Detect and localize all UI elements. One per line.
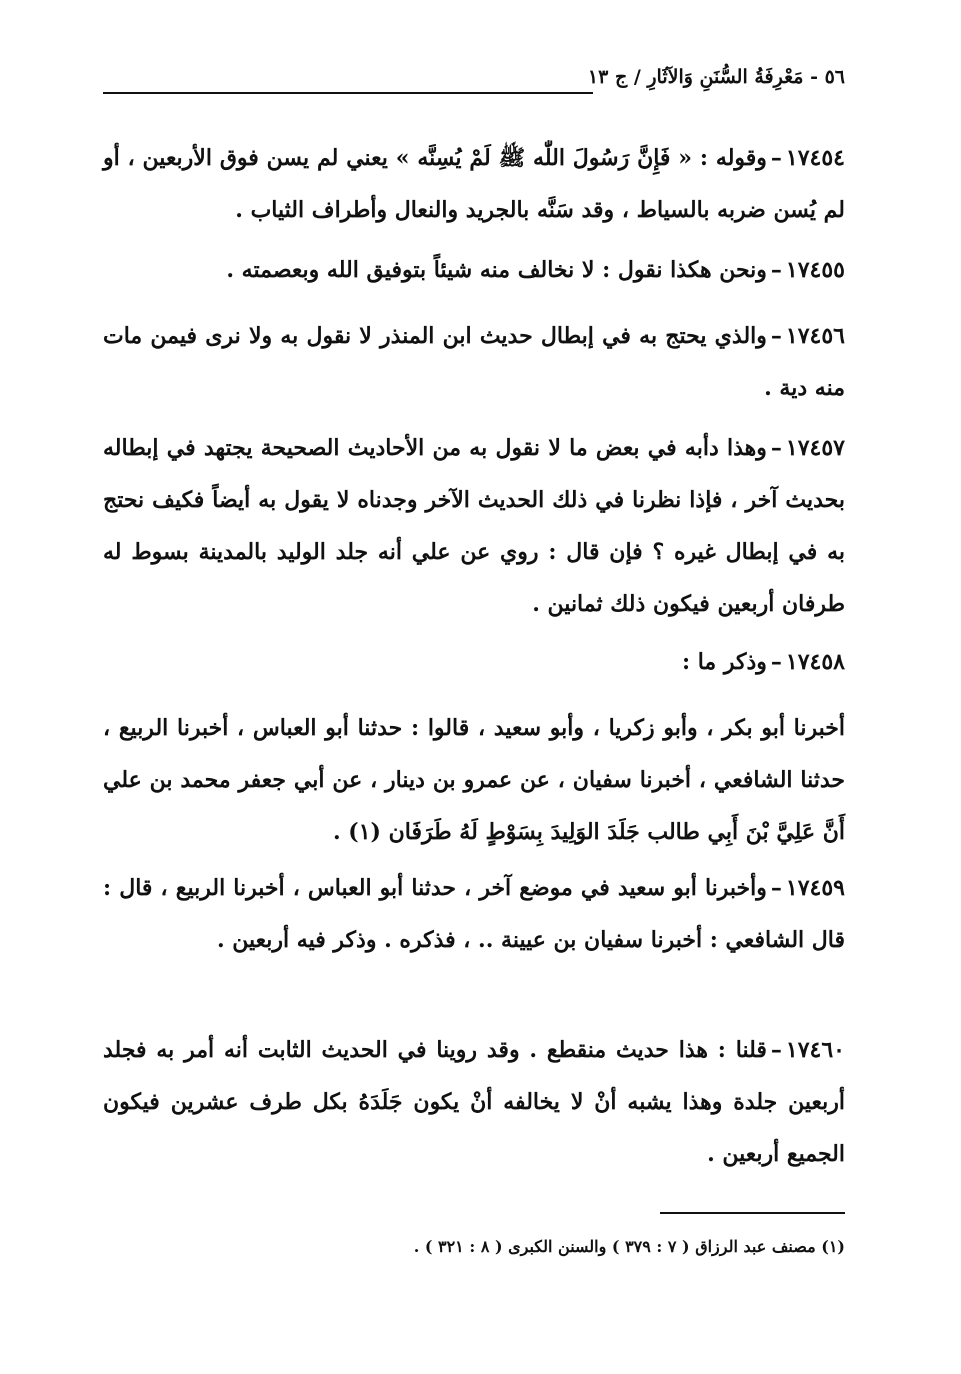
paragraph-number: ١٧٤٥٨: [785, 649, 845, 675]
paragraph-number: ١٧٤٥٩: [785, 875, 845, 901]
paragraph-text: وقوله : « فَإِنَّ رَسُولَ اللّٰه ﷺ لَمْ يُسِنَّه » يعني لم يسن فوق الأربعين ، أو لم يُسن ضربه بالسياط ، وقد سَنَّه بالجريد والنعال وأطراف الثياب .: [103, 145, 845, 223]
paragraph-isnad: [103, 702, 845, 858]
paragraph-17454: ١٧٤٥٤–وقوله : « فَإِنَّ رَسُولَ اللّٰه ﷺ لَمْ يُسِنَّه » يعني لم يسن فوق الأربعين ، أو لم يُسن ضربه بالسياط ، وقد سَنَّه بالجريد والنعال وأطراف الثياب .: [103, 145, 845, 223]
paragraph-number: ١٧٤٥٤: [785, 145, 845, 171]
paragraph-text: والذي يحتج به في إبطال حديث ابن المنذر لا نقول به ولا نرى فيمن مات منه دية .: [103, 323, 845, 401]
paragraph-number: ١٧٤٦٠: [785, 1037, 845, 1063]
paragraph-number: ١٧٤٥٧: [785, 435, 845, 461]
paragraph-text: أخبرنا أبو بكر ، وأبو زكريا ، وأبو سعيد ، قالوا : حدثنا أبو العباس ، أخبرنا الربيع ، حدثنا الشافعي ، أخبرنا سفيان ، عن عمرو بن دينار ، عن أبي جعفر محمد بن علي أَنَّ عَلِيَّ بْنَ أَبِي طالب جَلَدَ الوَلِيدَ بِسَوْطٍ لَهُ طَرَفَان (١) .: [103, 715, 845, 845]
paragraph-text: ونحن هكذا نقول : لا نخالف منه شيئاً بتوفيق الله وبعصمته .: [226, 257, 767, 283]
footnote-text: (١) مصنف عبد الرزاق ( ٧ : ٣٧٩ ) والسنن الكبرى ( ٨ : ٣٢١ ) .: [413, 1237, 845, 1256]
paragraph-17458: ١٧٤٥٨–وذكر ما :: [681, 649, 845, 675]
paragraph-text: وأخبرنا أبو سعيد في موضع آخر ، حدثنا أبو العباس ، أخبرنا الربيع ، قال : قال الشافعي : أخبرنا سفيان بن عيينة .. ، فذكره . وذكر فيه أربعين .: [103, 875, 845, 953]
paragraph-number: ١٧٤٥٥: [785, 257, 845, 283]
footnote-rule: [660, 1212, 845, 1214]
paragraph-17459: ١٧٤٥٩–وأخبرنا أبو سعيد في موضع آخر ، حدثنا أبو العباس ، أخبرنا الربيع ، قال : قال الشافعي : أخبرنا سفيان بن عيينة .. ، فذكره . وذكر فيه أربعين .: [103, 875, 845, 953]
paragraph-17455: ١٧٤٥٥–ونحن هكذا نقول : لا نخالف منه شيئاً بتوفيق الله وبعصمته .: [226, 257, 845, 283]
header-title: ٥٦ - مَعْرِفَةُ السُّنَنِ وَالآثَارِ / ج ١٣: [587, 66, 845, 88]
paragraph-text: وهذا دأبه في بعض ما لا نقول به من الأحاديث الصحيحة يجتهد في إبطاله بحديث آخر ، فإذا نظرنا في ذلك الحديث الآخر وجدناه لا يقول به أيضاً فكيف نحتج به في إبطال غيره ؟ فإن قال : روي عن علي أنه جلد الوليد بالمدينة بسوط له طرفان أربعين فيكون ذلك ثمانين .: [103, 435, 845, 617]
paragraph-17456: ١٧٤٥٦–والذي يحتج به في إبطال حديث ابن المنذر لا نقول به ولا نرى فيمن مات منه دية .: [103, 323, 845, 401]
paragraph-17460: ١٧٤٦٠–قلنا : هذا حديث منقطع . وقد روينا في الحديث الثابت أنه أمر به فجلد أربعين جلدة وهذا يشبه أنْ لا يخالفه أنْ يكون جَلَدَهُ بكل طرف عشرين فيكون الجميع أربعين .: [103, 1037, 845, 1167]
paragraph-text: قلنا : هذا حديث منقطع . وقد روينا في الحديث الثابت أنه أمر به فجلد أربعين جلدة وهذا يشبه أنْ لا يخالفه أنْ يكون جَلَدَهُ بكل طرف عشرين فيكون الجميع أربعين .: [103, 1037, 845, 1167]
header-rule: [103, 92, 593, 94]
paragraph-number: ١٧٤٥٦: [785, 323, 845, 349]
footnote: [103, 1232, 845, 1262]
paragraph-17457: ١٧٤٥٧–وهذا دأبه في بعض ما لا نقول به من الأحاديث الصحيحة يجتهد في إبطاله بحديث آخر ، فإذا نظرنا في ذلك الحديث الآخر وجدناه لا يقول به أيضاً فكيف نحتج به في إبطال غيره ؟ فإن قال : روي عن علي أنه جلد الوليد بالمدينة بسوط له طرفان أربعين فيكون ذلك ثمانين .: [103, 435, 845, 617]
paragraph-text: وذكر ما :: [681, 649, 767, 675]
running-header: [103, 66, 845, 106]
